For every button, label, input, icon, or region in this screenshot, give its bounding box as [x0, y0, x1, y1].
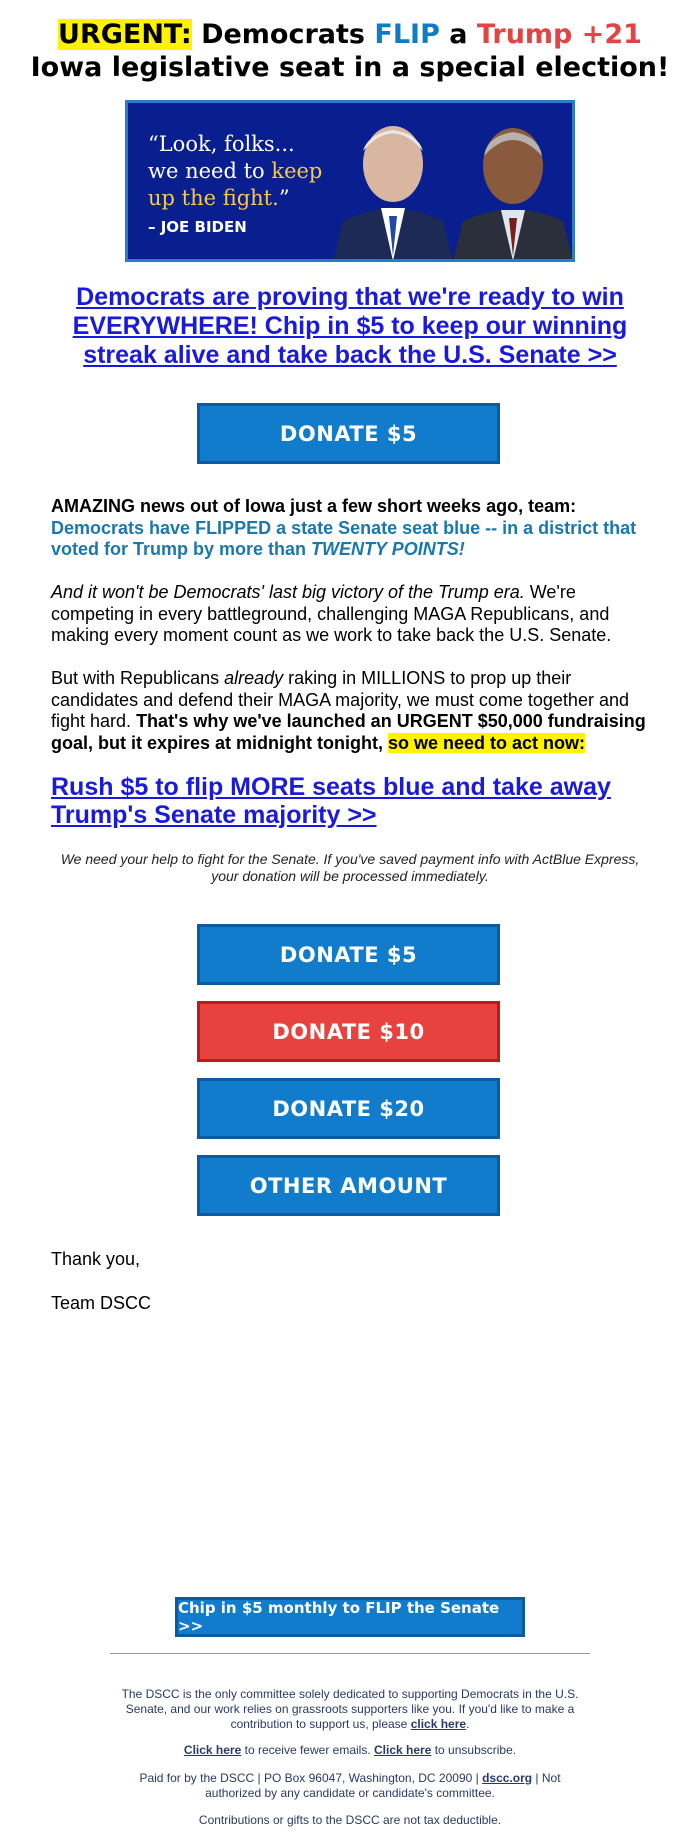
- support-click-here-link[interactable]: click here: [410, 1717, 467, 1731]
- monthly-donate-button[interactable]: Chip in $5 monthly to FLIP the Senate >>: [175, 1597, 525, 1637]
- hero-attribution: – JOE BIDEN: [148, 218, 247, 236]
- urgent-label: URGENT:: [58, 19, 192, 50]
- flip-word: FLIP: [374, 19, 440, 50]
- obama-portrait-icon: [453, 116, 573, 261]
- footer-divider: [110, 1653, 590, 1654]
- signoff-team: Team DSCC: [51, 1293, 152, 1313]
- paragraph-urgent-goal: But with Republicans already raking in MILLIONS to prop up their candidates and defend their MAGA majority, we must come together and fight hard. That's why we've launched an URGENT $50,000 fundraising goal, but it expires at midnight tonight, so we need to act now:: [51, 668, 646, 753]
- other-amount-button[interactable]: OTHER AMOUNT: [197, 1155, 500, 1216]
- donate-20-button[interactable]: DONATE $20: [197, 1078, 500, 1139]
- footer-email-prefs: Click here to receive fewer emails. Click here to unsubscribe.: [183, 1743, 517, 1757]
- footer-paid-for: Paid for by the DSCC | PO Box 96047, Washington, DC 20090 | dscc.org | Not authorized by any candidate or candidate's committee.: [139, 1771, 561, 1800]
- act-now-highlight: so we need to act now:: [388, 732, 586, 753]
- footer-tax-note: Contributions or gifts to the DSCC are not tax deductible.: [198, 1813, 502, 1827]
- donate-10-button[interactable]: DONATE $10: [197, 1001, 500, 1062]
- signoff-thanks: Thank you,: [51, 1249, 141, 1269]
- hero-image[interactable]: [125, 100, 575, 262]
- unsubscribe-link[interactable]: Click here: [374, 1743, 432, 1757]
- headline: URGENT: Democrats FLIP a Trump +21 Iowa legislative seat in a special election!: [30, 19, 670, 83]
- dscc-site-link[interactable]: dscc.org: [482, 1771, 533, 1785]
- paragraph-amazing-news: AMAZING news out of Iowa just a few short weeks ago, team: Democrats have FLIPPED a state Senate seat blue -- in a district that voted for Trump by more than TWENTY POINTS!: [51, 496, 637, 559]
- hero-quote: “Look, folks... we need to keep up the fight.”: [148, 132, 323, 210]
- trump-margin: Trump +21: [476, 19, 642, 50]
- paragraph-victory: And it won't be Democrats' last big victory of the Trump era. We're competing in every battleground, challenging MAGA Republicans, and making every moment count as we work to take back the U.S. Senate.: [51, 582, 612, 645]
- top-donate-link[interactable]: Democrats are proving that we're ready to win EVERYWHERE! Chip in $5 to keep our winning streak alive and take back the U.S. Senate >>: [72, 283, 628, 369]
- headline-line2: Iowa legislative seat in a special election!: [30, 52, 670, 83]
- rush-donate-link[interactable]: Rush $5 to flip MORE seats blue and take away Trump's Senate majority >>: [51, 773, 611, 829]
- fewer-emails-link[interactable]: Click here: [183, 1743, 242, 1757]
- footer-about: The DSCC is the only committee solely dedicated to supporting Democrats in the U.S. Senate, and our work relies on grassroots supporters like you. If you'd like to make a contribution to support us, please click here.: [121, 1687, 579, 1731]
- donate-5-button[interactable]: DONATE $5: [197, 924, 500, 985]
- biden-portrait-icon: [333, 116, 453, 261]
- actblue-note: We need your help to fight for the Senate. If you've saved payment info with ActBlue Express, your donation will be processed immediately.: [60, 851, 640, 884]
- donate-5-button-top[interactable]: DONATE $5: [197, 403, 500, 464]
